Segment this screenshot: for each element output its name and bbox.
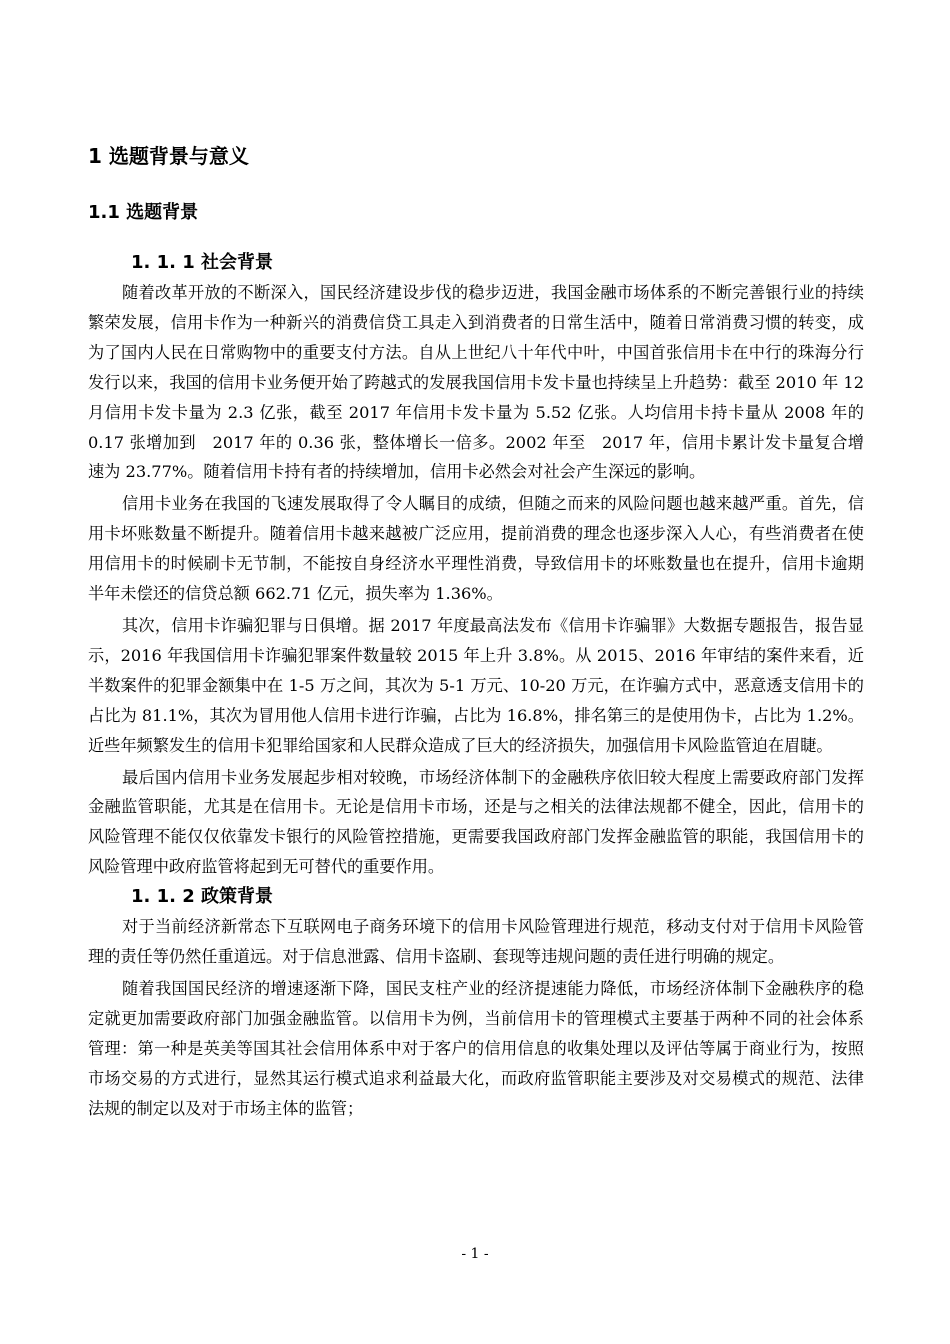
paragraph: 对于当前经济新常态下互联网电子商务环境下的信用卡风险管理进行规范，移动支付对于信用卡风险管理的责任等仍然任重道远。对于信息泄露、信用卡盗刷、套现等违规问题的责任进行明确的规定。 xyxy=(88,917,864,967)
subsection-heading-policy: 1. 1. 2 政策背景 xyxy=(131,886,274,908)
paragraph: 最后国内信用卡业务发展起步相对较晚，市场经济体制下的金融秩序依旧较大程度上需要政府部门发挥金融监管职能，尤其是在信用卡。无论是信用卡市场，还是与之相关的法律法规都不健全，因此，信用卡的风险管理不能仅仅依靠发卡银行的风险管控措施，更需要我国政府部门发挥金融监管的职能，我国信用卡的风险管理中政府监管将起到无可替代的重要作用。 xyxy=(88,767,864,877)
subsection-heading-social: 1. 1. 1 社会背景 xyxy=(131,252,274,273)
paragraph: 随着改革开放的不断深入，国民经济建设步伐的稳步迈进，我国金融市场体系的不断完善银行业的持续繁荣发展，信用卡作为一种新兴的消费信贷工具走入到消费者的日常生活中，随着日常消费习惯的转变，成为了国内人民在日常购物中的重要支付方法。自从上世纪八十年代中叶，中国首张信用卡在中行的珠海分行发行以来，我国的信用卡业务便开始了跨越式的发展我国信用卡发卡量也持续呈上升趋势：截至 2010 年 12 月信用卡发卡量为 2.3 亿张，截至 2017 年信用卡发卡量为 5.52 亿张。人均信用卡持卡量从 2008 年的 0.17 张增加到 2017 年的 0.36 张，整体增长一倍多。2002 年至 2017 年，信用卡累计发卡量复合增速为 23.77%。随着信用卡持有者的持续增加，信用卡必然会对社会产生深远的影响。 xyxy=(88,283,864,482)
paragraph: 其次，信用卡诈骗犯罪与日俱增。据 2017 年度最高法发布《信用卡诈骗罪》大数据专题报告，报告显示，2016 年我国信用卡诈骗犯罪案件数量较 2015 年上升 3.8%。从 2015、2016 年审结的案件来看，近半数案件的犯罪金额集中在 1-5 万之间，其次为 5-1 万元、10-20 万元，在诈骗方式中，恶意透支信用卡的占比为 81.1%，其次为冒用他人信用卡进行诈骗，占比为 16.8%，排名第三的是使用伪卡，占比为 1.2%。近些年频繁发生的信用卡犯罪给国家和人民群众造成了巨大的经济损失，加强信用卡风险监管迫在眉睫。 xyxy=(88,615,864,755)
chapter-heading: 1 选题背景与意义 xyxy=(88,144,249,168)
page-number: - 1 - xyxy=(461,1246,489,1262)
paragraph: 随着我国国民经济的增速逐渐下降，国民支柱产业的经济提速能力降低，市场经济体制下金融秩序的稳定就更加需要政府部门加强金融监管。以信用卡为例，当前信用卡的管理模式主要基于两种不同的社会体系管理：第一种是英美等国其社会信用体系中对于客户的信用信息的收集处理以及评估等属于商业行为，按照市场交易的方式进行，显然其运行模式追求利益最大化，而政府监管职能主要涉及对交易模式的规范、法律法规的制定以及对于市场主体的监管； xyxy=(88,978,864,1118)
document-body xyxy=(88,140,864,1123)
paragraph: 信用卡业务在我国的飞速发展取得了令人瞩目的成绩，但随之而来的风险问题也越来越严重。首先，信用卡坏账数量不断提升。随着信用卡越来越被广泛应用，提前消费的理念也逐步深入人心，有些消费者在使用信用卡的时候刷卡无节制，不能按自身经济水平理性消费，导致信用卡的坏账数量也在提升，信用卡逾期半年未偿还的信贷总额 662.71 亿元，损失率为 1.36%。 xyxy=(88,494,864,604)
section-heading: 1.1 选题背景 xyxy=(88,202,199,223)
